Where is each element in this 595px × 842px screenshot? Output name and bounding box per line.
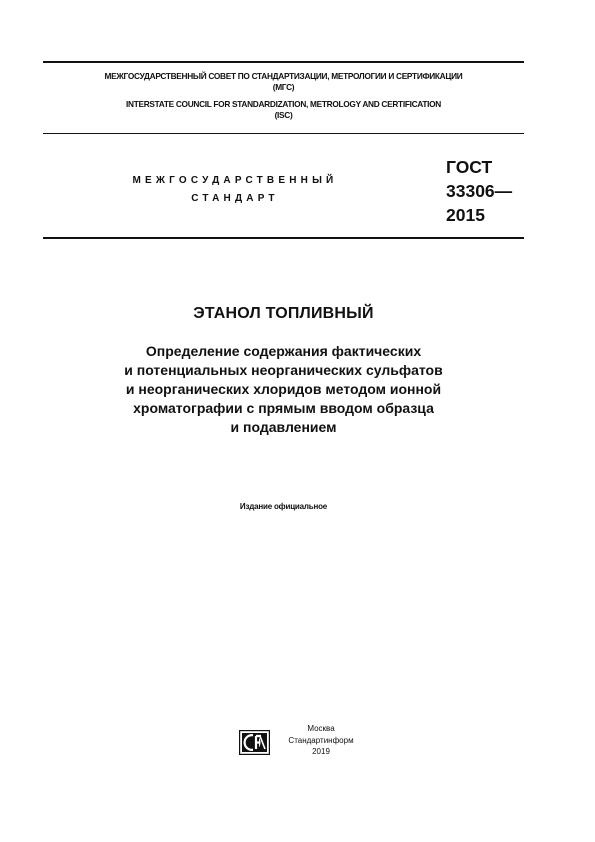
subtitle-line: и неорганических хлоридов методом ионной	[125, 381, 442, 397]
publisher-name: Стандартинформ	[288, 735, 354, 745]
council-name-ru	[43, 71, 524, 93]
gost-number-value: 33306	[446, 181, 495, 201]
official-edition-note: Издание официальное	[239, 502, 328, 511]
council-name-en-line: INTERSTATE COUNCIL FOR STANDARDIZATION, METROLOGY AND CERTIFICATION	[126, 99, 441, 109]
subtitle-line: Определение содержания фактических	[145, 343, 422, 359]
subtitle-line: и потенциальных неорганических сульфатов	[124, 362, 443, 378]
council-name-en	[43, 99, 524, 121]
top-rule	[43, 61, 524, 63]
council-abbr-en: (ISC)	[274, 110, 293, 120]
middle-rule	[43, 133, 524, 134]
document-subtitle	[43, 342, 524, 437]
document-title: ЭТАНОЛ ТОПЛИВНЫЙ	[193, 305, 374, 322]
standard-type-line2: СТАНДАРТ	[191, 193, 279, 204]
standard-type-line1: МЕЖГОСУДАРСТВЕННЫЙ	[132, 175, 338, 186]
council-name-ru-line: МЕЖГОСУДАРСТВЕННЫЙ СОВЕТ ПО СТАНДАРТИЗАЦИИ, МЕТРОЛОГИИ И СЕРТИФИКАЦИИ	[104, 71, 463, 81]
gost-number-dash: —	[494, 181, 513, 201]
subtitle-line: хроматографии с прямым вводом образца	[133, 400, 434, 416]
bottom-rule	[43, 237, 524, 239]
publisher-city: Москва	[307, 724, 335, 733]
gost-abbreviation: ГОСТ	[446, 157, 493, 177]
publisher-year: 2019	[312, 747, 330, 756]
subtitle-line: и подавлением	[230, 419, 337, 435]
gost-number	[446, 181, 512, 201]
gost-year: 2015	[446, 205, 485, 225]
publisher-info	[276, 723, 366, 758]
council-abbr-ru: (МГС)	[272, 82, 295, 92]
standartinform-logo-icon	[239, 730, 270, 755]
